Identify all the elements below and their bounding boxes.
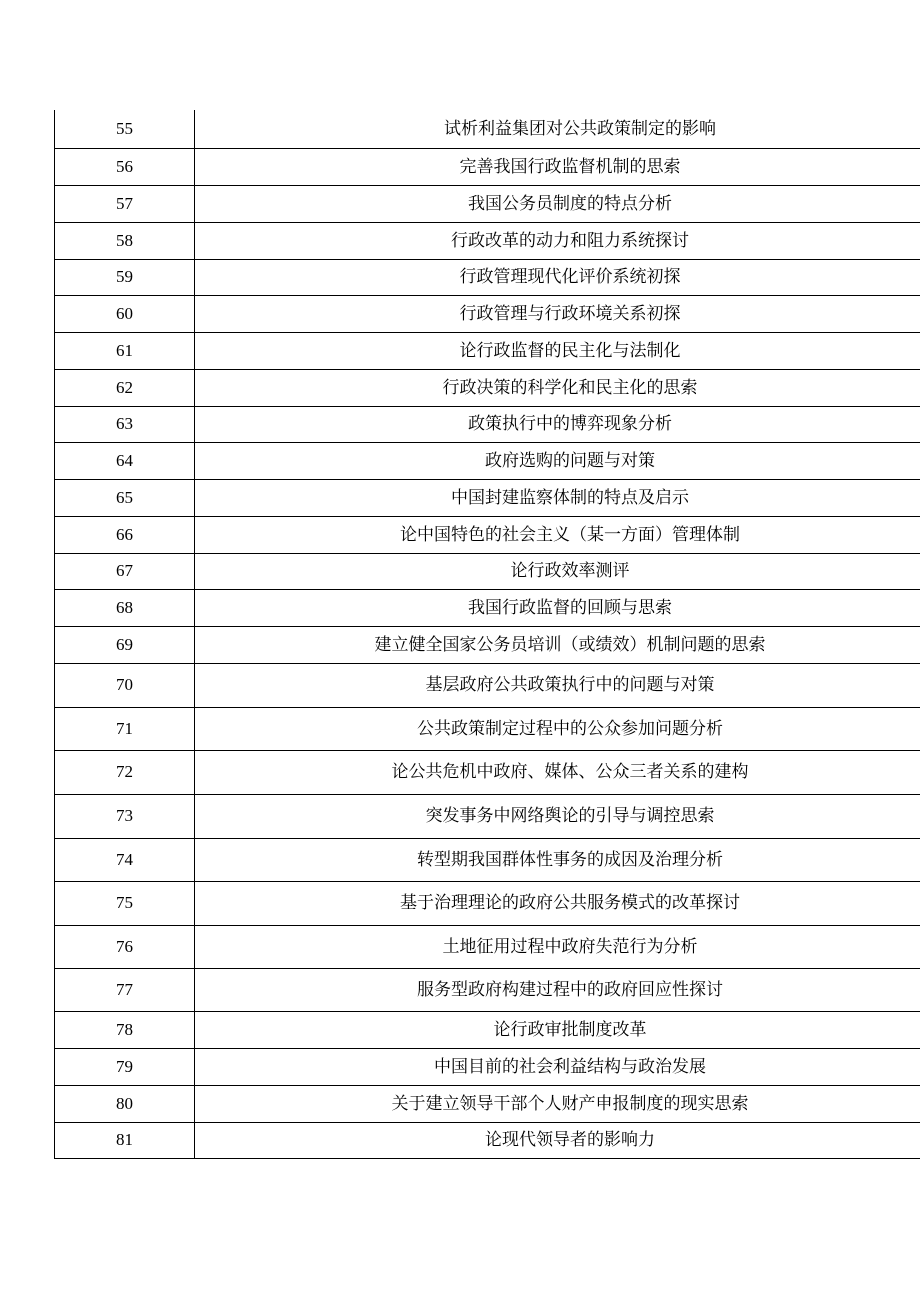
- topic-title-cell: [195, 148, 920, 185]
- table-row: [55, 1085, 920, 1122]
- table-row: [55, 925, 920, 968]
- table-row: [55, 332, 920, 369]
- topic-title: 论行政审批制度改革: [493, 1019, 647, 1040]
- topic-title: 论中国特色的社会主义（某一方面）管理体制: [400, 524, 740, 545]
- topic-number: 71: [55, 707, 195, 750]
- table-row: [55, 442, 920, 479]
- topic-number: 72: [55, 750, 195, 794]
- topics-table: [54, 110, 920, 1159]
- topic-number: 67: [55, 553, 195, 589]
- table-row: [55, 110, 920, 148]
- topic-title-cell: [195, 406, 920, 442]
- topic-title-cell: [195, 925, 920, 968]
- topic-title: 论公共危机中政府、媒体、公众三者关系的建构: [391, 762, 749, 782]
- topic-title-cell: [195, 838, 920, 881]
- table-row: [55, 589, 920, 626]
- topic-number: 75: [55, 881, 195, 925]
- topic-number: 56: [55, 148, 195, 185]
- table-row: [55, 185, 920, 222]
- topic-title-cell: [195, 479, 920, 516]
- topic-number: 59: [55, 259, 195, 295]
- topic-title-cell: [195, 1011, 920, 1048]
- table-row: [55, 369, 920, 406]
- topic-number: 68: [55, 589, 195, 626]
- table-row: [55, 516, 920, 553]
- topic-number: 66: [55, 516, 195, 553]
- topic-number: 69: [55, 626, 195, 663]
- topics-table-body: [55, 110, 920, 1158]
- topic-number: 65: [55, 479, 195, 516]
- topic-title-cell: [195, 968, 920, 1011]
- table-row: [55, 881, 920, 925]
- table-row: [55, 1011, 920, 1048]
- topic-title: 行政改革的动力和阻力系统探讨: [451, 230, 689, 251]
- topic-number: 58: [55, 222, 195, 259]
- topic-number: 76: [55, 925, 195, 968]
- topic-title-cell: [195, 1122, 920, 1158]
- topic-number: 74: [55, 838, 195, 881]
- topic-title: 中国封建监察体制的特点及启示: [451, 487, 689, 508]
- topic-title: 政策执行中的博弈现象分析: [468, 414, 672, 434]
- topic-title: 完善我国行政监督机制的思索: [459, 156, 681, 177]
- table-row: [55, 148, 920, 185]
- topic-title-cell: [195, 707, 920, 750]
- topic-number: 60: [55, 295, 195, 332]
- topic-title-cell: [195, 1048, 920, 1085]
- topic-title-cell: [195, 222, 920, 259]
- table-row: [55, 707, 920, 750]
- topic-title: 行政管理与行政环境关系初探: [459, 303, 681, 324]
- table-row: [55, 750, 920, 794]
- topic-title: 土地征用过程中政府失范行为分析: [442, 936, 698, 957]
- table-row: [55, 406, 920, 442]
- topic-number: 79: [55, 1048, 195, 1085]
- topic-title-cell: [195, 626, 920, 663]
- table-row: [55, 222, 920, 259]
- table-row: [55, 838, 920, 881]
- topic-title-cell: [195, 516, 920, 553]
- topic-number: 55: [55, 110, 195, 148]
- table-row: [55, 479, 920, 516]
- topic-title-cell: [195, 881, 920, 925]
- topic-title: 我国行政监督的回顾与思索: [468, 597, 672, 618]
- topic-title-cell: [195, 110, 920, 148]
- topic-number: 73: [55, 794, 195, 838]
- topic-title: 试析利益集团对公共政策制定的影响: [444, 118, 716, 139]
- topic-number: 81: [55, 1122, 195, 1158]
- topic-title-cell: [195, 553, 920, 589]
- topic-title: 行政管理现代化评价系统初探: [459, 267, 681, 287]
- topic-number: 57: [55, 185, 195, 222]
- topic-title: 建立健全国家公务员培训（或绩效）机制问题的思索: [374, 634, 766, 655]
- topic-title: 基层政府公共政策执行中的问题与对策: [425, 675, 715, 695]
- topic-title-cell: [195, 1085, 920, 1122]
- topic-title: 论行政效率测评: [510, 561, 630, 581]
- topic-title: 中国目前的社会利益结构与政治发展: [434, 1056, 706, 1077]
- topic-number: 62: [55, 369, 195, 406]
- table-row: [55, 553, 920, 589]
- topic-title: 我国公务员制度的特点分析: [468, 193, 672, 214]
- topic-title-cell: [195, 589, 920, 626]
- topic-title-cell: [195, 663, 920, 707]
- topic-title-cell: [195, 332, 920, 369]
- topic-title: 行政决策的科学化和民主化的思索: [442, 377, 698, 398]
- topic-title: 论现代领导者的影响力: [485, 1130, 655, 1150]
- table-row: [55, 1122, 920, 1158]
- topic-number: 80: [55, 1085, 195, 1122]
- topic-title: 突发事务中网络舆论的引导与调控思索: [425, 806, 715, 826]
- table-row: [55, 663, 920, 707]
- topic-number: 77: [55, 968, 195, 1011]
- table-row: [55, 794, 920, 838]
- topic-number: 64: [55, 442, 195, 479]
- table-row: [55, 626, 920, 663]
- topic-title: 政府选购的问题与对策: [485, 450, 655, 471]
- table-row: [55, 1048, 920, 1085]
- topic-number: 70: [55, 663, 195, 707]
- topic-number: 63: [55, 406, 195, 442]
- topic-number: 61: [55, 332, 195, 369]
- topic-number: 78: [55, 1011, 195, 1048]
- topic-title-cell: [195, 794, 920, 838]
- topic-title-cell: [195, 750, 920, 794]
- topic-title-cell: [195, 442, 920, 479]
- table-row: [55, 259, 920, 295]
- topic-title-cell: [195, 295, 920, 332]
- topic-title-cell: [195, 369, 920, 406]
- topic-title: 论行政监督的民主化与法制化: [459, 340, 681, 361]
- table-row: [55, 295, 920, 332]
- topic-title-cell: [195, 259, 920, 295]
- topic-title: 转型期我国群体性事务的成因及治理分析: [417, 849, 723, 870]
- table-row: [55, 968, 920, 1011]
- topic-title: 服务型政府构建过程中的政府回应性探讨: [417, 979, 723, 1000]
- topic-title: 基于治理理论的政府公共服务模式的改革探讨: [400, 893, 740, 913]
- topic-title-cell: [195, 185, 920, 222]
- topic-title: 公共政策制定过程中的公众参加问题分析: [417, 718, 723, 739]
- topic-title: 关于建立领导干部个人财产申报制度的现实思索: [391, 1093, 749, 1114]
